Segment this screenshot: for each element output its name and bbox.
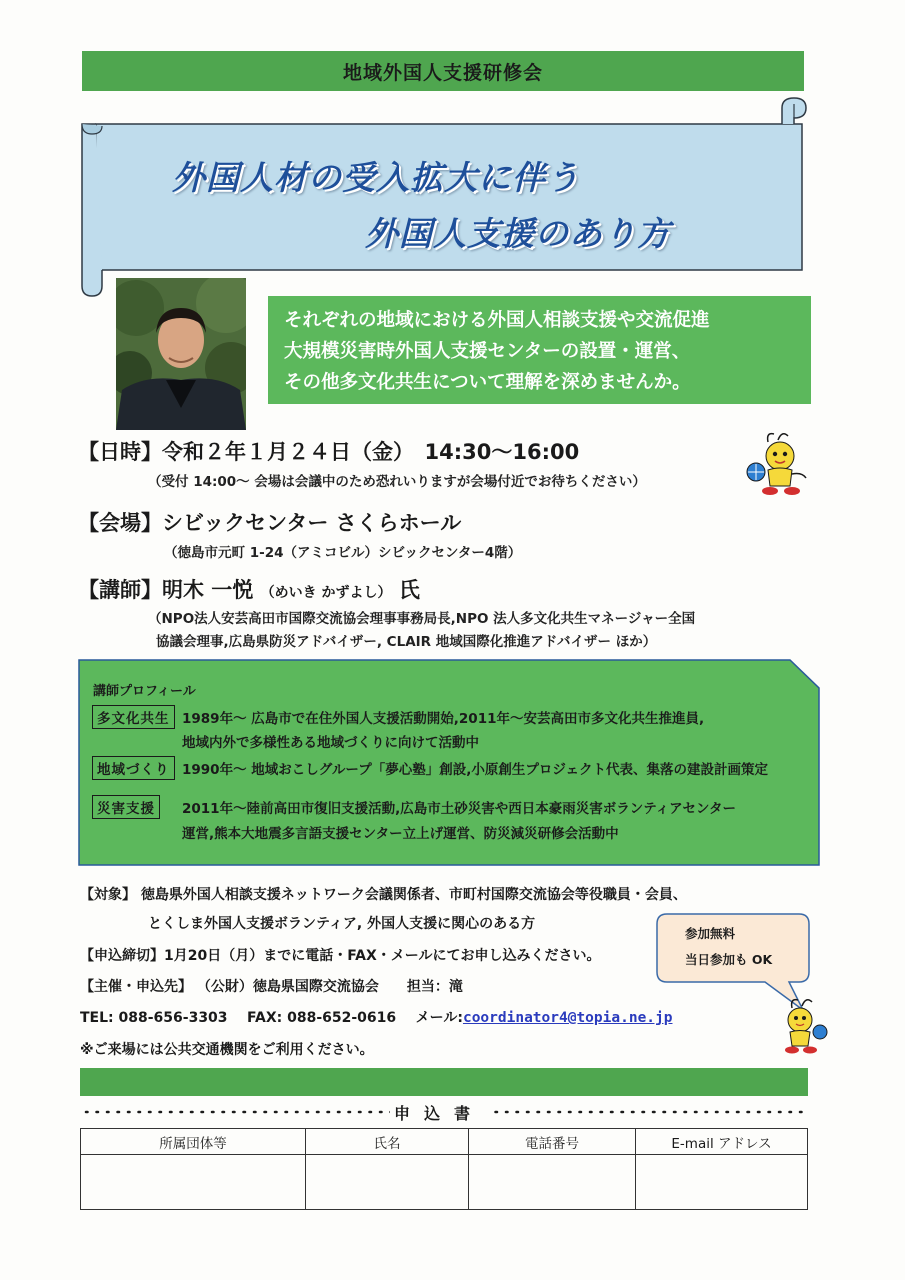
intro-line: 大規模災害時外国人支援センターの設置・運営、 [284,341,691,362]
lecturer-name: 明木 一悦 [162,578,254,602]
header-title: 地域外国人支援研修会 [342,61,543,84]
banner-title-line-2: 外国人支援のあり方 [365,214,671,253]
email-link[interactable]: coordinator4@topia.ne.jp [462,1010,673,1026]
organizer-row [80,976,463,996]
lecturer-row [78,574,420,604]
form-cell-organization[interactable] [81,1155,306,1210]
lecturer-note-line-2: 協議会理事,広島県防災アドバイザー, CLAIR 地域国際化推進アドバイザー ほか） [156,634,657,650]
lecturer-note-line-1: （NPO法人安芸高田市国際交流協会理事事務局長,NPO 法人多文化共生マネージャー全国 [148,611,696,627]
date-note: （受付 14:00〜 会場は会議中のため恐れいりますが会場付近でお待ちください） [148,474,646,490]
profile-title: 講師プロフィール [93,684,196,699]
banner-title-line-1: 外国人材の受入拡大に伴う [172,158,580,197]
bubble-same-day-ok: 当日参加も OK [685,952,773,967]
column-phone: 電話番号 [469,1129,636,1155]
target-label: 【対象】 [80,887,136,903]
target-row [80,884,687,904]
lecturer-honorific: 氏 [398,578,420,602]
bubble-free-entry: 参加無料 [685,926,736,941]
intro-line: その他多文化共生について理解を深めませんか。 [284,372,691,393]
date-label: 【日時】 [78,440,162,464]
contact-fax: FAX: 088-652-0616 [247,1010,397,1026]
venue-row [78,507,461,537]
profile-text: 1990年〜 地域おこしグループ「夢心塾」創設,小原創生プロジェクト代表、集落の建設計画策定 [182,762,769,778]
date-value: 令和２年１月２４日（金） 14:30〜16:00 [162,440,580,464]
form-heading: 申込書 [390,1101,488,1124]
organizer-value: （公財）徳島県国際交流協会 担当：滝 [196,979,463,995]
contact-tel: TEL: 088-656-3303 [80,1010,228,1026]
profile-tag-community: 地域づくり [92,756,175,780]
profile-text: 2011年〜陸前高田市復旧支援活動,広島市土砂災害や西日本豪雨災害ボランティアセンター [182,801,736,817]
column-organization: 所属団体等 [81,1129,306,1155]
profile-tag-multicultural: 多文化共生 [92,705,175,729]
deadline-label: 【申込締切】 [80,948,164,964]
deadline-value: 1月20日（月）までに電話・FAX・メールにてお申し込みください。 [164,948,601,964]
lecturer-reading: （めいき かずよし） [260,585,392,601]
footer-bar [80,1068,808,1096]
target-line-2: とくしま外国人支援ボランティア, 外国人支援に関心のある方 [148,916,536,932]
form-cell-email[interactable] [636,1155,808,1210]
header-bar [82,51,804,91]
lecturer-label: 【講師】 [78,578,162,602]
profile-text: 運営,熊本大地震多言語支援センター立上げ運営、防災減災研修会活動中 [182,826,619,842]
deadline-row [80,945,601,965]
venue-label: 【会場】 [78,511,162,535]
venue-value: シビックセンター さくらホール [162,511,462,535]
profile-tag-disaster: 災害支援 [92,795,160,819]
contact-row [80,1007,672,1027]
intro-line: それぞれの地域における外国人相談支援や交流促進 [284,310,710,331]
mascot-icon [772,996,832,1056]
transport-note: ※ご来場には公共交通機関をご利用ください。 [80,1042,374,1058]
mascot-icon [738,428,810,500]
column-name: 氏名 [306,1129,469,1155]
date-row [78,436,579,466]
form-cell-name[interactable] [306,1155,469,1210]
application-form-table [80,1128,808,1210]
lecturer-photo [116,278,246,430]
venue-note: （徳島市元町 1-24（アミコビル）シビックセンター4階） [164,545,522,561]
intro-box [268,296,811,404]
form-cell-phone[interactable] [469,1155,636,1210]
column-email: E-mail アドレス [636,1129,808,1155]
organizer-label: 【主催・申込先】 [80,979,192,995]
target-line-1: 徳島県外国人相談支援ネットワーク会議関係者、市町村国際交流協会等役職員・会員、 [140,887,687,903]
contact-mail-label: メール: [415,1010,463,1026]
profile-text: 地域内外で多様性ある地域づくりに向けて活動中 [182,735,479,751]
profile-text: 1989年〜 広島市で在住外国人支援活動開始,2011年〜安芸高田市多文化共生推進員, [182,711,705,727]
